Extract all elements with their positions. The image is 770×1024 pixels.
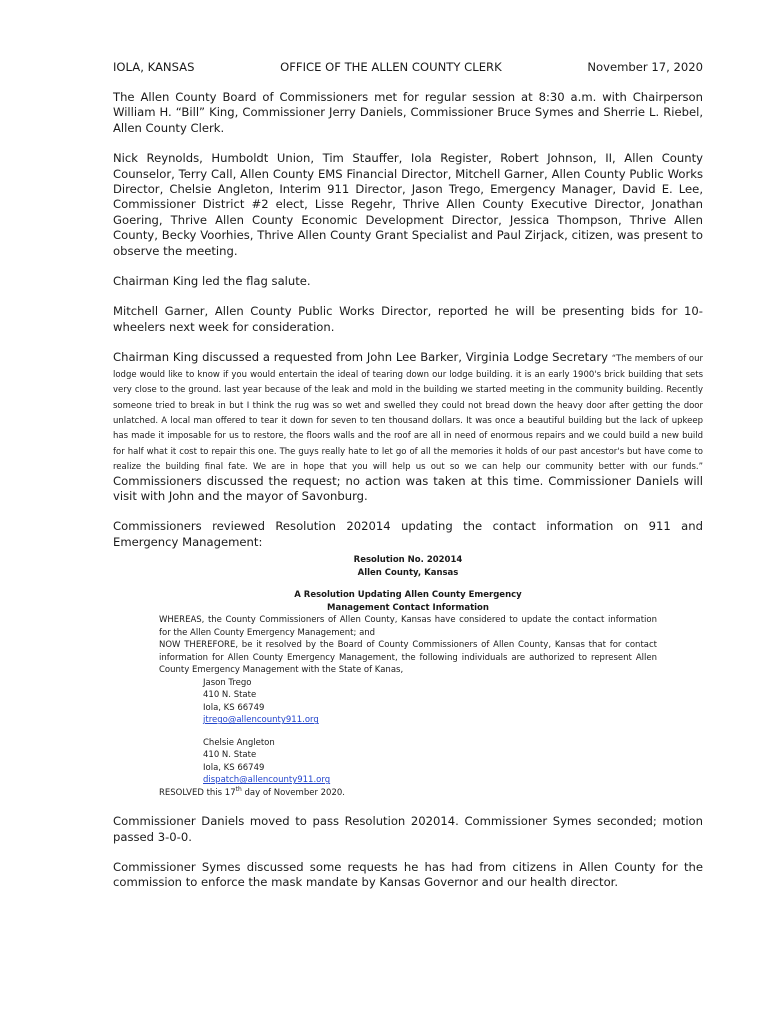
lodge-paragraph xyxy=(113,350,703,504)
resolution-now-therefore: NOW THEREFORE, be it resolved by the Board of County Commissioners of Allen County, Kansas that for contact information for Allen County Emergency Management, the following individuals are authorized to represent Allen County Emergency Management with the State of Kanas, xyxy=(159,640,657,676)
contact-1-email-link[interactable]: jtrego@allencounty911.org xyxy=(203,715,319,726)
header-office: OFFICE OF THE ALLEN COUNTY CLERK xyxy=(280,60,502,74)
mask-mandate-paragraph: Commissioner Symes discussed some requests he has had from citizens in Allen County for the commission to enforce the mask mandate by Kansas Governor and our health director. xyxy=(113,859,703,890)
contact-1-city: Iola, KS 66749 xyxy=(203,702,265,713)
resolution-title-line2: Management Contact Information xyxy=(327,602,489,613)
lodge-intro: Chairman King discussed a requested from John Lee Barker, Virginia Lodge Secretary xyxy=(113,350,612,365)
header-location: IOLA, KANSAS xyxy=(113,60,195,74)
resolved-prefix: RESOLVED this 17 xyxy=(159,787,236,798)
letterhead xyxy=(113,60,703,75)
lodge-quote: “The members of our lodge would like to know if you would entertain the ideal of tearing down our lodge building. it is an early 1900's brick building that sets very close to the ground. last year because of the leak and mold in the building we started meeting in the community building. Recently someone tried to break in but I think the rug was so wet and swelled they could not bread down the heavy door after getting the door unlatched. A local man offered to tear it down for seven to ten thousand dollars. It was once a beautiful building but the lack of upkeep has made it imposable for us to restore, the floors walls and the roof are all in need of enormous repairs and we could build a new build for half what it cost to repair this one. The guys really hate to let go of all the memories it holds of our past ancestor's but have come to realize the building final fate. We are in hope that you will help us out so we can help our community better with our funds.” xyxy=(113,354,703,473)
contact-1-name: Jason Trego xyxy=(203,677,252,688)
opening-paragraph: The Allen County Board of Commissioners met for regular session at 8:30 a.m. with Chairperson William H. “Bill” King, Commissioner Jerry Daniels, Commissioner Bruce Symes and Sherrie L. Riebel, Allen County Clerk. xyxy=(113,90,703,135)
resolved-suffix: day of November 2020. xyxy=(241,787,345,798)
header-date: November 17, 2020 xyxy=(587,60,703,74)
resolution-title-line1: A Resolution Updating Allen County Emergency xyxy=(294,590,522,601)
resolution-county: Allen County, Kansas xyxy=(357,567,459,578)
flag-salute-paragraph: Chairman King led the flag salute. xyxy=(113,274,311,289)
resolution-number: Resolution No. 202014 xyxy=(353,555,463,566)
motion-paragraph: Commissioner Daniels moved to pass Resolution 202014. Commissioner Symes seconded; motion passed 3-0-0. xyxy=(113,814,703,844)
contact-1-street: 410 N. State xyxy=(203,690,257,701)
contact-2-city: Iola, KS 66749 xyxy=(203,762,265,773)
contact-2-name: Chelsie Angleton xyxy=(203,737,275,748)
contact-1 xyxy=(203,677,657,727)
lodge-outcome: Commissioners discussed the request; no action was taken at this time. Commissioner Daniels will visit with John and the mayor of Savonburg. xyxy=(113,473,703,503)
document-content xyxy=(113,60,703,891)
resolved-ordinal: th xyxy=(235,785,242,793)
resolution-resolved-date xyxy=(159,787,657,800)
attendees-paragraph: Nick Reynolds, Humboldt Union, Tim Stauffer, Iola Register, Robert Johnson, II, Allen County Counselor, Terry Call, Allen County EMS Financial Director, Mitchell Garner, Allen County Public Works Director, Chelsie Angleton, Interim 911 Director, Jason Trego, Emergency Manager, David E. Lee, Commissioner District #2 elect, Lisse Regehr, Thrive Allen County Executive Director, Jonathan Goering, Thrive Allen County Economic Development Director, Jessica Thompson, Thrive Allen County, Becky Voorhies, Thrive Allen County Grant Specialist and Paul Zirjack, citizen, was present to observe the meeting. xyxy=(113,151,703,258)
contact-2-street: 410 N. State xyxy=(203,750,257,761)
resolution-block xyxy=(159,554,657,799)
resolution-whereas: WHEREAS, the County Commissioners of Allen County, Kansas have considered to update the contact information for the Allen County Emergency Management; and xyxy=(159,615,657,638)
public-works-paragraph: Mitchell Garner, Allen County Public Works Director, reported he will be presenting bids for 10-wheelers next week for consideration. xyxy=(113,304,703,334)
contact-2-email-link[interactable]: dispatch@allencounty911.org xyxy=(203,775,331,786)
resolution-intro-paragraph: Commissioners reviewed Resolution 202014 updating the contact information on 911 and Emergency Management: xyxy=(113,519,703,549)
contact-2 xyxy=(203,737,657,787)
